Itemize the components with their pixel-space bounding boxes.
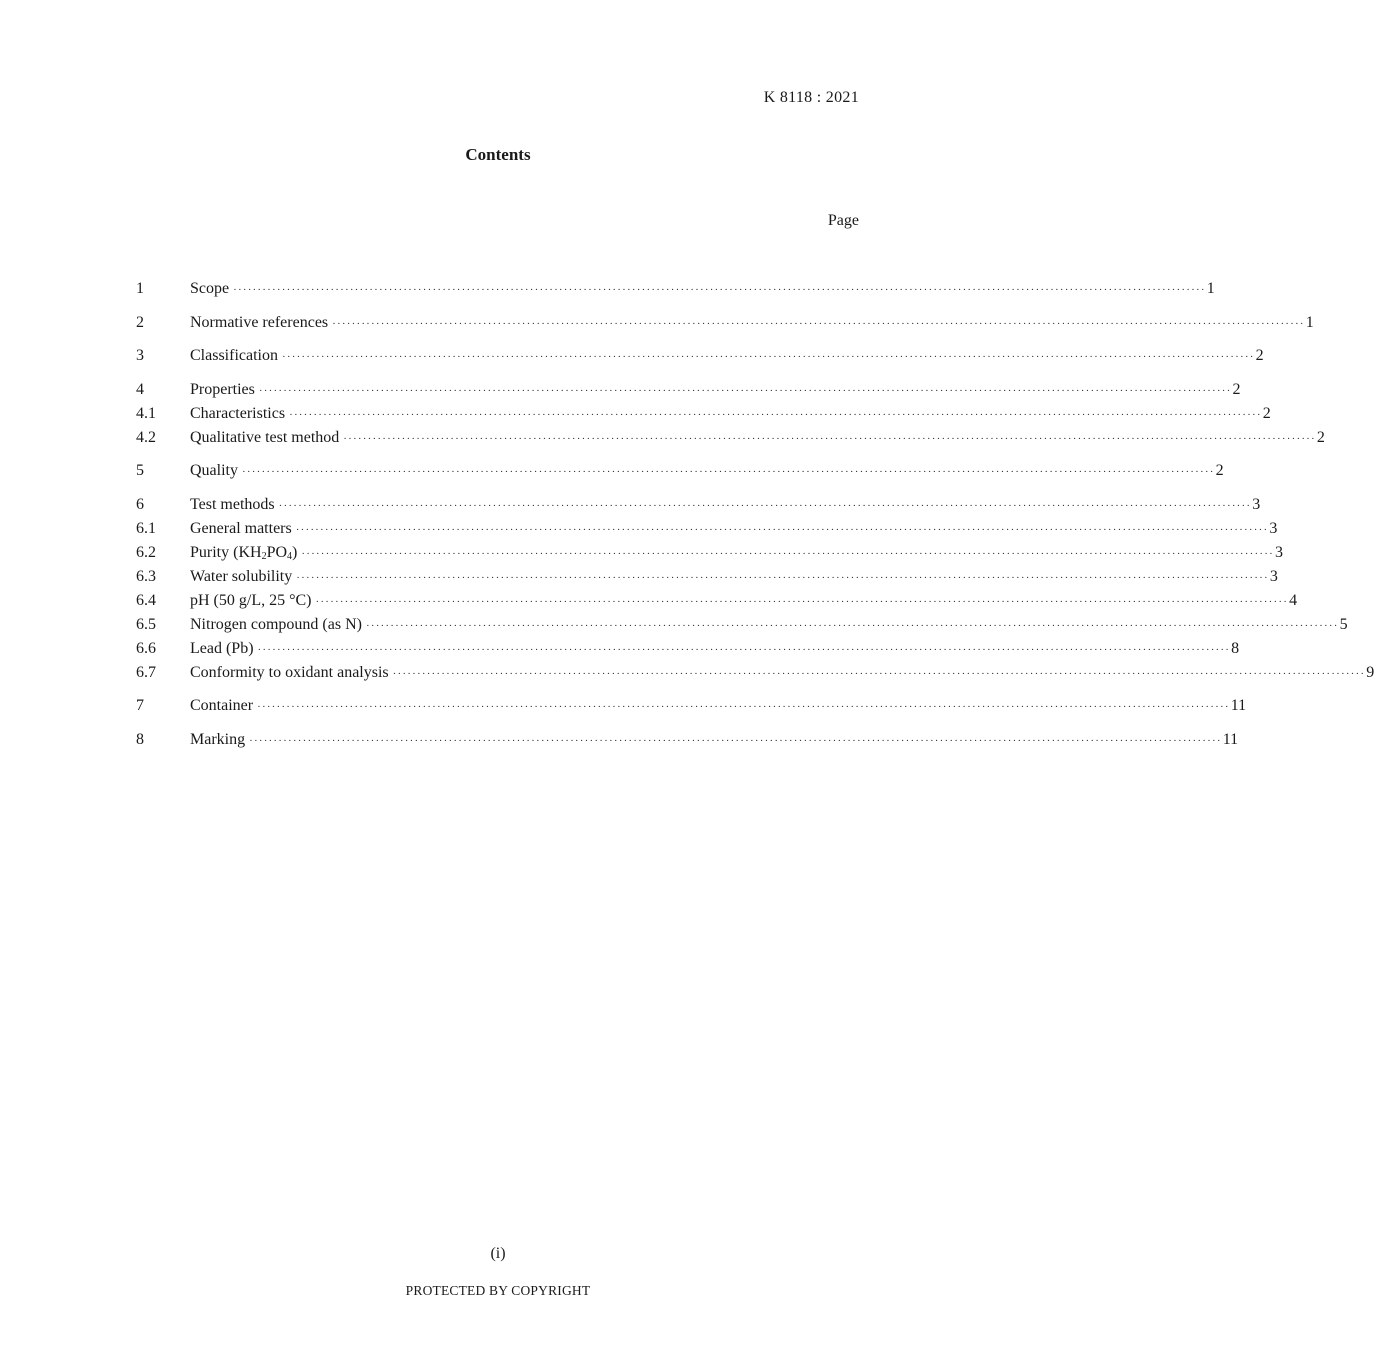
- page-number: (i): [490, 1245, 506, 1262]
- toc-entry-6[interactable]: [136, 493, 1261, 517]
- toc-title-mid: PO: [266, 543, 288, 561]
- toc-leader: ········································································································································································································: [249, 734, 1222, 747]
- toc-entry-6-7[interactable]: [136, 661, 1374, 685]
- toc-leader: ········································································································································································································: [242, 466, 1215, 478]
- toc-number: 7: [136, 697, 144, 714]
- toc-leader: ········································································································································································································: [301, 547, 1274, 560]
- toc-title: pH (50 g/L, 25 °C): [190, 591, 312, 609]
- toc-entry-5[interactable]: [136, 459, 1224, 483]
- toc-page: 1: [1305, 313, 1314, 331]
- toc-title-suffix: ): [292, 543, 298, 561]
- toc-page: 2: [1232, 380, 1241, 398]
- toc-number: 6.2: [136, 543, 156, 561]
- toc-leader: ········································································································································································································: [365, 619, 1339, 632]
- toc-title-prefix: Purity (KH: [190, 543, 262, 561]
- toc-number: 1: [136, 280, 144, 297]
- toc-page: 2: [1255, 347, 1264, 364]
- subscript-2: 2: [261, 550, 267, 562]
- toc-number: 4: [136, 380, 144, 398]
- toc-leader: ········································································································································································································: [278, 499, 1252, 512]
- toc-title: Properties: [190, 380, 255, 398]
- toc-entry-2[interactable]: [136, 311, 1314, 335]
- toc-entry-4-1[interactable]: [136, 402, 1271, 426]
- toc-entry-4-2[interactable]: [136, 426, 1325, 450]
- toc-page: 9: [1366, 663, 1374, 681]
- toc-page: 3: [1269, 519, 1278, 537]
- toc-page: 11: [1222, 730, 1239, 748]
- toc-title: Quality: [190, 462, 238, 479]
- toc-title: Qualitative test method: [190, 428, 340, 446]
- toc-title: Water solubility: [190, 567, 293, 585]
- toc-title: Normative references: [190, 313, 329, 331]
- toc-number: 4.1: [136, 404, 156, 422]
- toc-leader: ········································································································································································································: [257, 643, 1231, 656]
- table-of-contents: [136, 277, 1374, 752]
- toc-number: 8: [136, 730, 144, 748]
- toc-number: 4.2: [136, 428, 156, 446]
- toc-number: 6.4: [136, 591, 156, 609]
- toc-title: Container: [190, 697, 254, 714]
- toc-entry-4[interactable]: [136, 378, 1241, 402]
- toc-number: 6.7: [136, 663, 156, 681]
- toc-title: General matters: [190, 519, 292, 537]
- toc-page: 3: [1274, 543, 1283, 561]
- toc-entry-1[interactable]: [136, 277, 1215, 301]
- toc-entry-6-3[interactable]: [136, 565, 1278, 589]
- subscript-4: 4: [287, 550, 293, 562]
- toc-leader: ········································································································································································································: [233, 284, 1206, 296]
- toc-page: 11: [1230, 697, 1247, 714]
- toc-title: Marking: [190, 730, 246, 748]
- toc-title: Scope: [190, 280, 230, 297]
- toc-leader: ········································································································································································································: [289, 408, 1262, 421]
- toc-entry-6-4[interactable]: [136, 589, 1298, 613]
- page-column-label: Page: [827, 212, 859, 229]
- toc-page: 4: [1289, 591, 1298, 609]
- toc-leader: ········································································································································································································: [296, 571, 1269, 584]
- toc-leader: ········································································································································································································: [257, 701, 1230, 713]
- toc-title: Conformity to oxidant analysis: [190, 663, 389, 681]
- toc-page: 1: [1206, 280, 1215, 297]
- toc-page: 3: [1269, 567, 1278, 585]
- toc-number: 6.6: [136, 639, 156, 657]
- toc-entry-7[interactable]: [136, 694, 1247, 718]
- toc-page: 2: [1316, 428, 1325, 446]
- page-title: Contents: [465, 145, 531, 164]
- toc-leader: ········································································································································································································: [315, 595, 1289, 608]
- toc-number: 6.1: [136, 519, 156, 537]
- toc-entry-3[interactable]: [136, 344, 1264, 368]
- toc-page: 2: [1215, 462, 1224, 479]
- toc-leader: ········································································································································································································: [295, 523, 1269, 536]
- toc-number: 6: [136, 495, 144, 513]
- toc-leader: ········································································································································································································: [281, 351, 1255, 363]
- toc-leader: ········································································································································································································: [258, 384, 1232, 397]
- toc-title: Nitrogen compound (as N): [190, 615, 362, 633]
- toc-page: 8: [1231, 639, 1240, 657]
- toc-title: Classification: [190, 347, 278, 364]
- toc-page: 5: [1339, 615, 1348, 633]
- toc-leader: ········································································································································································································: [332, 317, 1305, 330]
- toc-page: 2: [1262, 404, 1271, 422]
- toc-page: 3: [1252, 495, 1261, 513]
- toc-entry-8[interactable]: [136, 728, 1239, 752]
- toc-number: 6.3: [136, 567, 156, 585]
- toc-title: Lead (Pb): [190, 639, 254, 657]
- toc-entry-6-2[interactable]: [136, 541, 1283, 565]
- toc-entry-6-5[interactable]: [136, 613, 1348, 637]
- toc-title: Test methods: [190, 495, 275, 513]
- toc-number: 2: [136, 313, 144, 331]
- toc-leader: ········································································································································································································: [343, 432, 1316, 445]
- toc-entry-6-6[interactable]: [136, 637, 1240, 661]
- copyright-notice: PROTECTED BY COPYRIGHT: [405, 1283, 591, 1298]
- toc-leader: ········································································································································································································: [392, 667, 1366, 680]
- doc-number: K 8118 : 2021: [763, 89, 859, 106]
- toc-number: 3: [136, 347, 144, 364]
- toc-title: Characteristics: [190, 404, 286, 422]
- toc-number: 5: [136, 462, 144, 479]
- toc-number: 6.5: [136, 615, 156, 633]
- toc-entry-6-1[interactable]: [136, 517, 1278, 541]
